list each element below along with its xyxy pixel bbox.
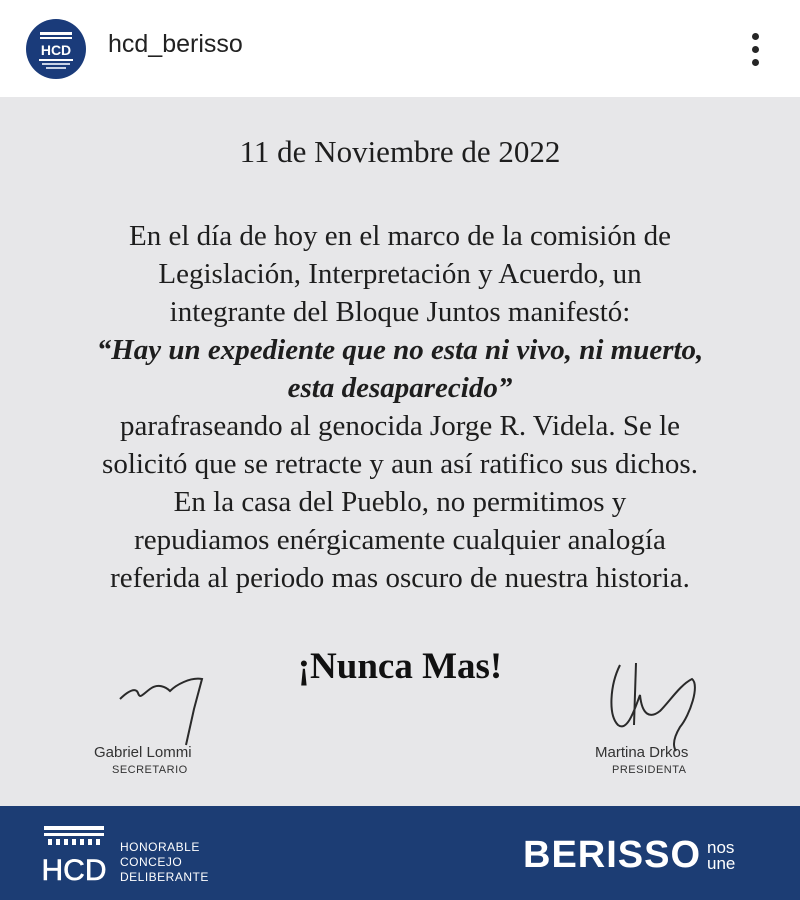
hcd-logo-icon[interactable] <box>26 19 86 79</box>
body-line: Legislación, Interpretación y Acuerdo, un <box>158 258 642 290</box>
hcd-name <box>120 840 209 885</box>
signature-role: PRESIDENTA <box>612 764 687 776</box>
hcd-name-line: DELIBERANTE <box>120 870 209 884</box>
post-image <box>0 97 800 807</box>
more-options-icon[interactable] <box>742 30 770 70</box>
brand-tagline <box>707 840 735 872</box>
hcd-name-line: CONCEJO <box>120 855 183 869</box>
slogan: ¡Nunca Mas! <box>297 646 503 687</box>
signature-name: Martina Drkos <box>595 744 689 761</box>
body-line: parafraseando al genocida Jorge R. Videla. Se le <box>119 410 681 442</box>
hcd-name-line: HONORABLE <box>120 840 200 854</box>
body-line: solicitó que se retracte y aun así ratifico sus dichos. <box>102 448 698 480</box>
svg-text:HCD: HCD <box>40 42 72 58</box>
body-line: repudiamos enérgicamente cualquier analogía <box>134 524 666 556</box>
signature-name: Gabriel Lommi <box>94 744 192 761</box>
statement-body <box>30 217 770 597</box>
signature-role: SECRETARIO <box>112 764 188 776</box>
body-line: referida al periodo mas oscuro de nuestra historia. <box>110 562 690 594</box>
quote-line: “Hay un expediente que no esta ni vivo, ni muerto, <box>96 334 704 366</box>
body-line: En la casa del Pueblo, no permitimos y <box>173 486 627 518</box>
body-line: integrante del Bloque Juntos manifestó: <box>169 296 631 328</box>
hcd-building-icon <box>42 824 106 888</box>
account-username[interactable]: hcd_berisso <box>108 30 243 58</box>
post-header <box>0 0 800 97</box>
quote-line: esta desaparecido” <box>287 372 513 404</box>
body-line: En el día de hoy en el marco de la comisión de <box>129 220 671 252</box>
svg-text:HCD: HCD <box>42 854 106 887</box>
institution-footer <box>0 806 800 900</box>
statement-date: 11 de Noviembre de 2022 <box>239 134 561 169</box>
tagline-line: une <box>707 854 736 873</box>
signature-left <box>110 669 220 749</box>
signature-right <box>600 655 720 755</box>
tagline-line: nos <box>707 838 735 857</box>
berisso-brand: BERISSO <box>523 834 702 876</box>
